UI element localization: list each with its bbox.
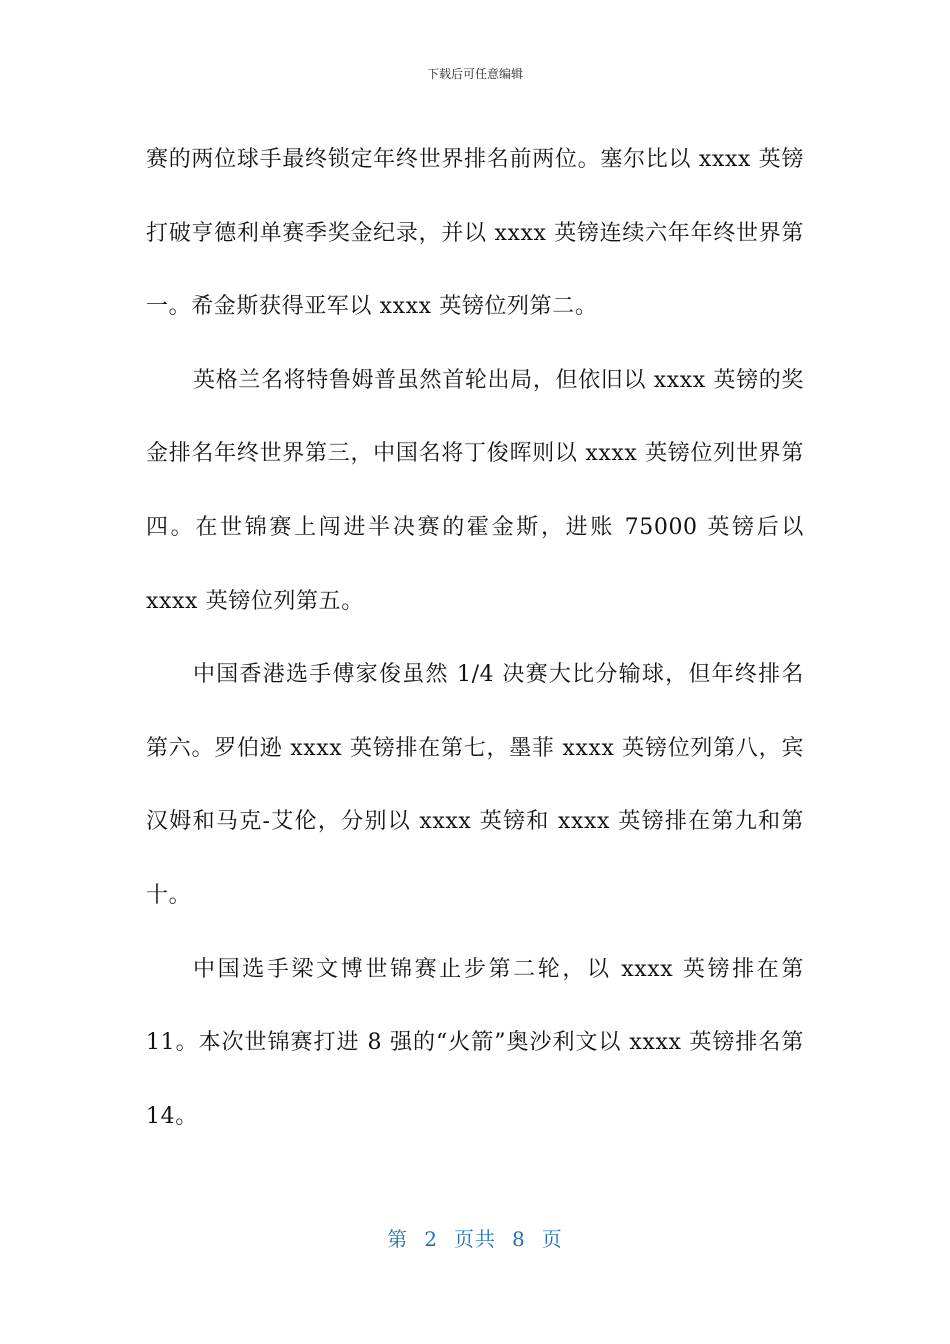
current-page-number: 2 xyxy=(424,1227,438,1251)
paragraph-continuation: 赛的两位球手最终锁定年终世界排名前两位。塞尔比以 xxxx 英镑打破亨德利单赛季奖金纪录，并以 xxxx 英镑连续六年年终世界第一。希金斯获得亚军以 xxxx 英镑位列第二。 xyxy=(146,147,804,320)
footer-suffix: 页 xyxy=(541,1227,563,1251)
paragraph: 英格兰名将特鲁姆普虽然首轮出局，但依旧以 xxxx 英镑的奖金排名年终世界第三，中国名将丁俊晖则以 xxxx 英镑位列世界第四。在世锦赛上闯进半决赛的霍金斯，进账 75000 英镑后以 xxxx 英镑位列第五。 xyxy=(146,367,804,614)
page-header: 下载后可任意编辑 xyxy=(426,67,523,81)
page-footer xyxy=(0,1226,950,1252)
footer-middle: 页共 xyxy=(454,1227,496,1251)
total-pages-number: 8 xyxy=(512,1227,526,1251)
paragraph: 中国香港选手傅家俊虽然 1/4 决赛大比分输球，但年终排名第六。罗伯逊 xxxx 英镑排在第七，墨菲 xxxx 英镑位列第八，宾汉姆和马克-艾伦，分别以 xxxx 英镑和 xxxx 英镑排在第九和第十。 xyxy=(146,662,804,908)
document-body xyxy=(146,123,804,1153)
paragraph: 中国选手梁文博世锦赛止步第二轮，以 xxxx 英镑排在第 11。本次世锦赛打进 8 强的“火箭”奥沙利文以 xxxx 英镑排名第 14。 xyxy=(146,956,804,1129)
footer-prefix: 第 xyxy=(387,1227,409,1251)
